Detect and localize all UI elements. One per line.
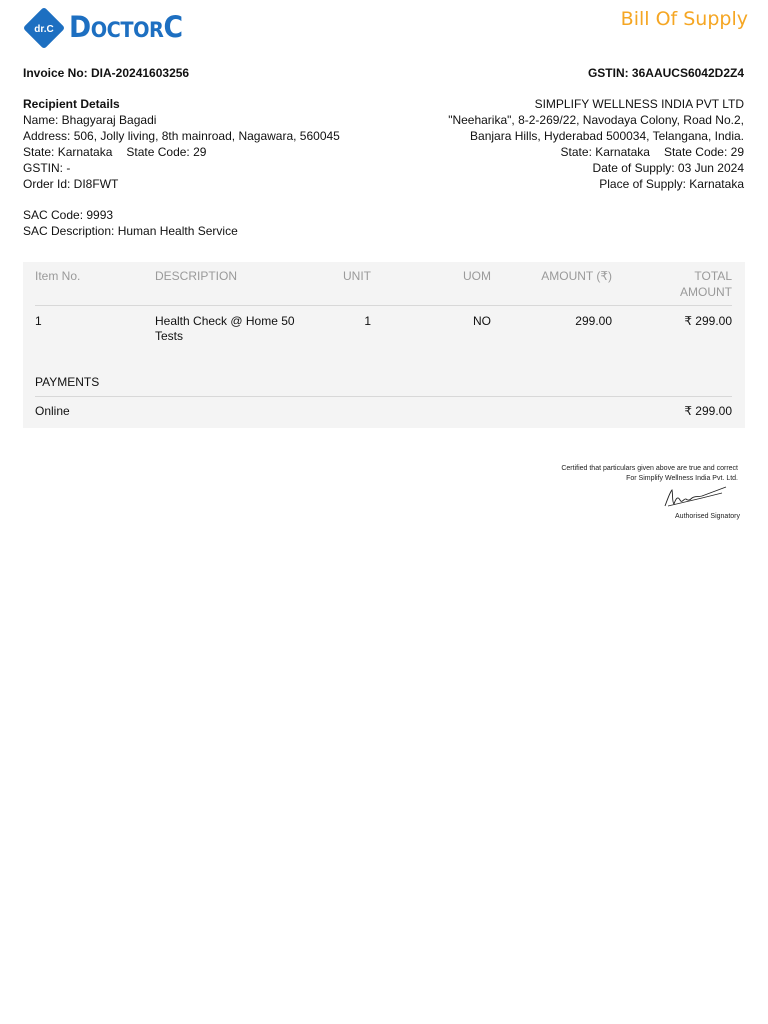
invoice-number: Invoice No: DIA-20241603256 (23, 66, 190, 80)
table-header (35, 268, 732, 306)
logo-big-d: D (69, 9, 91, 44)
cell-total: ₹ 299.00 (684, 314, 732, 328)
brand-logo (22, 6, 193, 50)
authorised-signatory-label: Authorised Signatory (675, 513, 740, 520)
header-total-line2: AMOUNT (680, 285, 732, 299)
supplier-gstin: GSTIN: 36AAUCS6042D2Z4 (587, 66, 744, 80)
header-uom: UOM (463, 269, 491, 283)
recipient-name: Name: Bhagyaraj Bagadi (23, 113, 157, 127)
supplier-details (448, 96, 744, 192)
date-of-supply: Date of Supply: 03 Jun 2024 (592, 161, 744, 175)
payment-method: Online (35, 404, 70, 418)
cell-item-no: 1 (35, 314, 42, 328)
sac-details (23, 207, 238, 239)
supplier-state: State: Karnataka (560, 145, 650, 159)
sac-description: SAC Description: Human Health Service (23, 224, 238, 238)
header-amount: AMOUNT (₹) (541, 269, 612, 283)
sac-code: SAC Code: 9993 (23, 208, 114, 222)
supplier-name: SIMPLIFY WELLNESS INDIA PVT LTD (534, 97, 744, 111)
table-row (35, 314, 732, 354)
cell-amount: 299.00 (575, 314, 612, 328)
supplier-state-code: State Code: 29 (663, 145, 744, 159)
logo-badge-text: dr.C (34, 24, 54, 35)
header-description: DESCRIPTION (155, 269, 238, 283)
recipient-details (23, 96, 340, 192)
header-total-amount (635, 268, 732, 300)
invoice-row (23, 66, 744, 80)
header-item-no: Item No. (35, 269, 81, 283)
cell-unit: 1 (364, 314, 371, 328)
signature-image (662, 484, 728, 512)
logo-name-rest: OCTOR (90, 17, 164, 42)
header (22, 6, 748, 50)
cell-description: Health Check @ Home 50 Tests (155, 314, 295, 343)
recipient-gstin: GSTIN: - (23, 161, 71, 175)
cert-line-1: Certified that particulars given above are true and correct (561, 465, 738, 472)
payment-amount: ₹ 299.00 (684, 404, 732, 418)
document-title: Bill Of Supply (620, 8, 748, 30)
recipient-heading: Recipient Details (23, 97, 120, 111)
cert-line-2: For Simplify Wellness India Pvt. Ltd. (626, 475, 738, 482)
logo-wordmark (69, 5, 183, 52)
certification-note (561, 464, 738, 484)
items-table (23, 262, 745, 428)
payments-divider (35, 396, 732, 397)
header-total-line1: TOTAL (694, 269, 732, 283)
payments-heading: PAYMENTS (35, 375, 100, 389)
payment-row (35, 404, 732, 418)
cell-uom: NO (473, 314, 491, 328)
place-of-supply: Place of Supply: Karnataka (599, 177, 744, 191)
logo-big-c: C (163, 9, 183, 44)
recipient-state-code: State Code: 29 (126, 145, 207, 159)
logo-diamond-icon (22, 6, 66, 50)
supplier-address-line1: "Neeharika", 8-2-269/22, Navodaya Colony, Road No.2, (448, 113, 744, 127)
recipient-order-id: Order Id: DI8FWT (23, 177, 119, 191)
recipient-state: State: Karnataka (23, 145, 113, 159)
header-unit: UNIT (343, 269, 371, 283)
supplier-state-line (448, 144, 744, 160)
recipient-address: Address: 506, Jolly living, 8th mainroad, Nagawara, 560045 (23, 129, 340, 143)
recipient-state-line (23, 144, 340, 160)
supplier-address-line2: Banjara Hills, Hyderabad 500034, Telangana, India. (470, 129, 744, 143)
